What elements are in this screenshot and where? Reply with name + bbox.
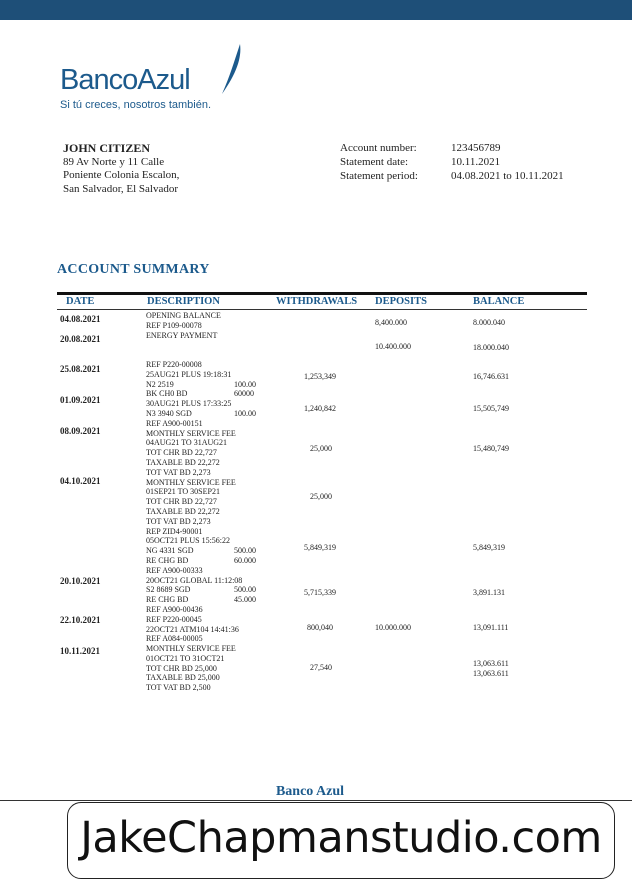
description-text: REF A900-00436 [146, 604, 203, 614]
description-line [146, 595, 256, 605]
description-text: NG 4331 SGD [146, 546, 194, 556]
description-text: 30AUG21 PLUS 17:33:25 [146, 399, 232, 409]
description-line [146, 360, 242, 370]
description-line [146, 468, 242, 478]
description-column [146, 311, 256, 693]
row-date: 20.08.2021 [60, 334, 101, 344]
description-text: TAXABLE BD 22,272 [146, 457, 220, 467]
deposit-amount: 10.400.000 [375, 342, 411, 351]
customer-name: JOHN CITIZEN [63, 141, 151, 155]
balance-amount: 15,505,749 [473, 404, 509, 413]
description-amount: 100.00 [234, 379, 256, 389]
balance-amount: 16,746.631 [473, 372, 509, 381]
description-text: REF A084-00005 [146, 634, 203, 644]
description-text: REF A900-00333 [146, 565, 203, 575]
description-line [146, 497, 242, 507]
description-amount: 60000 [234, 389, 254, 399]
description-line [146, 311, 242, 321]
description-line [146, 370, 242, 380]
description-text: 20OCT21 GLOBAL 11:12:08 [146, 575, 243, 585]
balance-amount: 3,891.131 [473, 588, 505, 597]
column-header-deposits: DEPOSITS [375, 296, 427, 307]
description-text: OPENING BALANCE [146, 311, 221, 320]
description-line [146, 419, 242, 429]
address-line: Poniente Colonia Escalon, [63, 169, 180, 181]
row-date: 04.10.2021 [60, 476, 101, 486]
description-amount: 100.00 [234, 408, 256, 418]
description-line [146, 507, 242, 517]
description-text: N3 3940 SGD [146, 408, 192, 418]
balance-amount: 13,063.611 [473, 659, 509, 668]
row-date: 01.09.2021 [60, 395, 101, 405]
description-line [146, 566, 242, 576]
description-line [146, 585, 256, 595]
row-date: 22.10.2021 [60, 615, 101, 625]
description-text: N2 2519 [146, 379, 174, 389]
description-text: REP ZID4-90001 [146, 526, 203, 536]
description-line [146, 527, 242, 537]
column-header-description: DESCRIPTION [147, 296, 220, 307]
withdrawal-amount: 800,040 [307, 623, 333, 632]
description-text: TOT CHR BD 25,000 [146, 663, 217, 673]
description-line [146, 615, 242, 625]
bank-tagline: Si tú creces, nosotros también. [60, 99, 212, 111]
description-text: TAXABLE BD 22,272 [146, 506, 220, 516]
column-header-date: DATE [66, 296, 95, 307]
description-line [146, 350, 242, 360]
statement-date-value: 10.11.2021 [451, 156, 501, 168]
column-header-withdrawals: WITHDRAWALS [276, 296, 358, 307]
withdrawal-amount: 1,253,349 [304, 372, 336, 381]
column-header-balance: BALANCE [473, 296, 525, 307]
row-date: 04.08.2021 [60, 314, 101, 324]
footer-rule [0, 800, 632, 801]
description-line [146, 625, 242, 635]
description-text: S2 8689 SGD [146, 585, 191, 595]
row-date: 25.08.2021 [60, 364, 101, 374]
description-text: TOT CHR BD 22,727 [146, 448, 217, 458]
description-line [146, 340, 242, 350]
description-line [146, 555, 256, 566]
description-line [146, 331, 242, 341]
description-text: 05OCT21 PLUS 15:56:22 [146, 536, 231, 546]
description-line [146, 429, 242, 439]
description-line [146, 576, 242, 586]
leaf-icon [218, 44, 244, 96]
top-bar [0, 0, 632, 20]
description-amount: 500.00 [234, 546, 256, 556]
table-header-rule [57, 309, 587, 310]
description-text: 04AUG21 TO 31AUG21 [146, 438, 228, 448]
description-line [146, 379, 256, 390]
balance-amount: 13,063.611 [473, 669, 509, 678]
withdrawal-amount: 5,715,339 [304, 588, 336, 597]
description-line [146, 321, 242, 331]
description-line [146, 673, 242, 683]
description-line [146, 478, 242, 488]
balance-amount: 13,091.111 [473, 623, 509, 632]
withdrawal-amount: 1,240,842 [304, 404, 336, 413]
description-text: 22OCT21 ATM104 14:41:36 [146, 624, 239, 634]
statement-period-value: 04.08.2021 to 10.11.2021 [451, 170, 564, 182]
description-text: REF P109-00078 [146, 320, 202, 330]
description-line [146, 605, 242, 615]
table-top-rule [57, 292, 587, 295]
watermark-banner [67, 802, 615, 879]
withdrawal-amount: 25,000 [310, 444, 332, 453]
description-line [146, 536, 242, 546]
description-text: TOT CHR BD 22,727 [146, 497, 217, 507]
description-amount: 45.000 [234, 595, 256, 605]
footer-bank-name: Banco Azul [275, 784, 345, 799]
description-line [146, 546, 256, 556]
bank-logo-text: BancoAzul [60, 64, 190, 96]
balance-amount: 15,480,749 [473, 444, 509, 453]
withdrawal-amount: 27,540 [310, 663, 332, 672]
description-line [146, 517, 242, 527]
statement-period-label: Statement period: [340, 170, 418, 182]
balance-amount: 18.000.040 [473, 343, 509, 352]
description-text: MONTHLY SERVICE FEE [146, 428, 236, 438]
deposit-amount: 10.000.000 [375, 623, 411, 632]
description-text: TAXABLE BD 25,000 [146, 673, 220, 683]
description-line [146, 448, 242, 458]
description-text: RE CHG BD [146, 555, 189, 565]
description-line [146, 438, 242, 448]
description-line [146, 487, 242, 497]
description-text: REF P220-00008 [146, 359, 202, 369]
description-line [146, 654, 242, 664]
description-text: TOT VAT BD 2,500 [146, 683, 211, 693]
description-text: 25AUG21 PLUS 19:18:31 [146, 369, 232, 379]
description-amount: 500.00 [234, 585, 256, 595]
description-text: 01SEP21 TO 30SEP21 [146, 487, 220, 497]
description-line [146, 683, 242, 693]
description-text: RE CHG BD [146, 595, 189, 605]
row-date: 08.09.2021 [60, 426, 101, 436]
summary-title: ACCOUNT SUMMARY [57, 262, 210, 277]
description-text: REF A900-00151 [146, 418, 203, 428]
description-text: MONTHLY SERVICE FEE [146, 644, 236, 654]
description-line [146, 399, 242, 409]
balance-amount: 8.000.040 [473, 318, 505, 327]
address-line: San Salvador, El Salvador [63, 182, 179, 195]
description-text: BK CH0 BD [146, 389, 188, 399]
account-number-label: Account number: [340, 142, 417, 154]
withdrawal-amount: 5,849,319 [304, 543, 336, 552]
customer-address-block [63, 142, 179, 196]
deposit-amount: 8,400.000 [375, 318, 407, 327]
row-date: 20.10.2021 [60, 576, 101, 586]
description-text: REF P220-00045 [146, 614, 202, 624]
description-line [146, 458, 242, 468]
description-line [146, 408, 256, 419]
address-line: 89 Av Norte y 11 Calle [63, 155, 165, 168]
description-amount: 60.000 [234, 555, 256, 565]
account-number-value: 123456789 [451, 142, 501, 154]
description-text: 01OCT21 TO 31OCT21 [146, 653, 225, 663]
description-text: ENERGY PAYMENT [146, 330, 218, 340]
description-text: TOT VAT BD 2,273 [146, 516, 211, 526]
withdrawal-amount: 25,000 [310, 492, 332, 501]
description-text: MONTHLY SERVICE FEE [146, 477, 236, 487]
row-date: 10.11.2021 [60, 646, 101, 656]
description-line [146, 634, 242, 644]
description-text: TOT VAT BD 2,273 [146, 467, 211, 477]
watermark-text: JakeChapmanstudio.com [80, 813, 602, 863]
description-line [146, 664, 242, 674]
description-line [146, 644, 242, 654]
balance-amount: 5,849,319 [473, 543, 505, 552]
statement-date-label: Statement date: [340, 156, 409, 168]
description-line [146, 389, 254, 399]
